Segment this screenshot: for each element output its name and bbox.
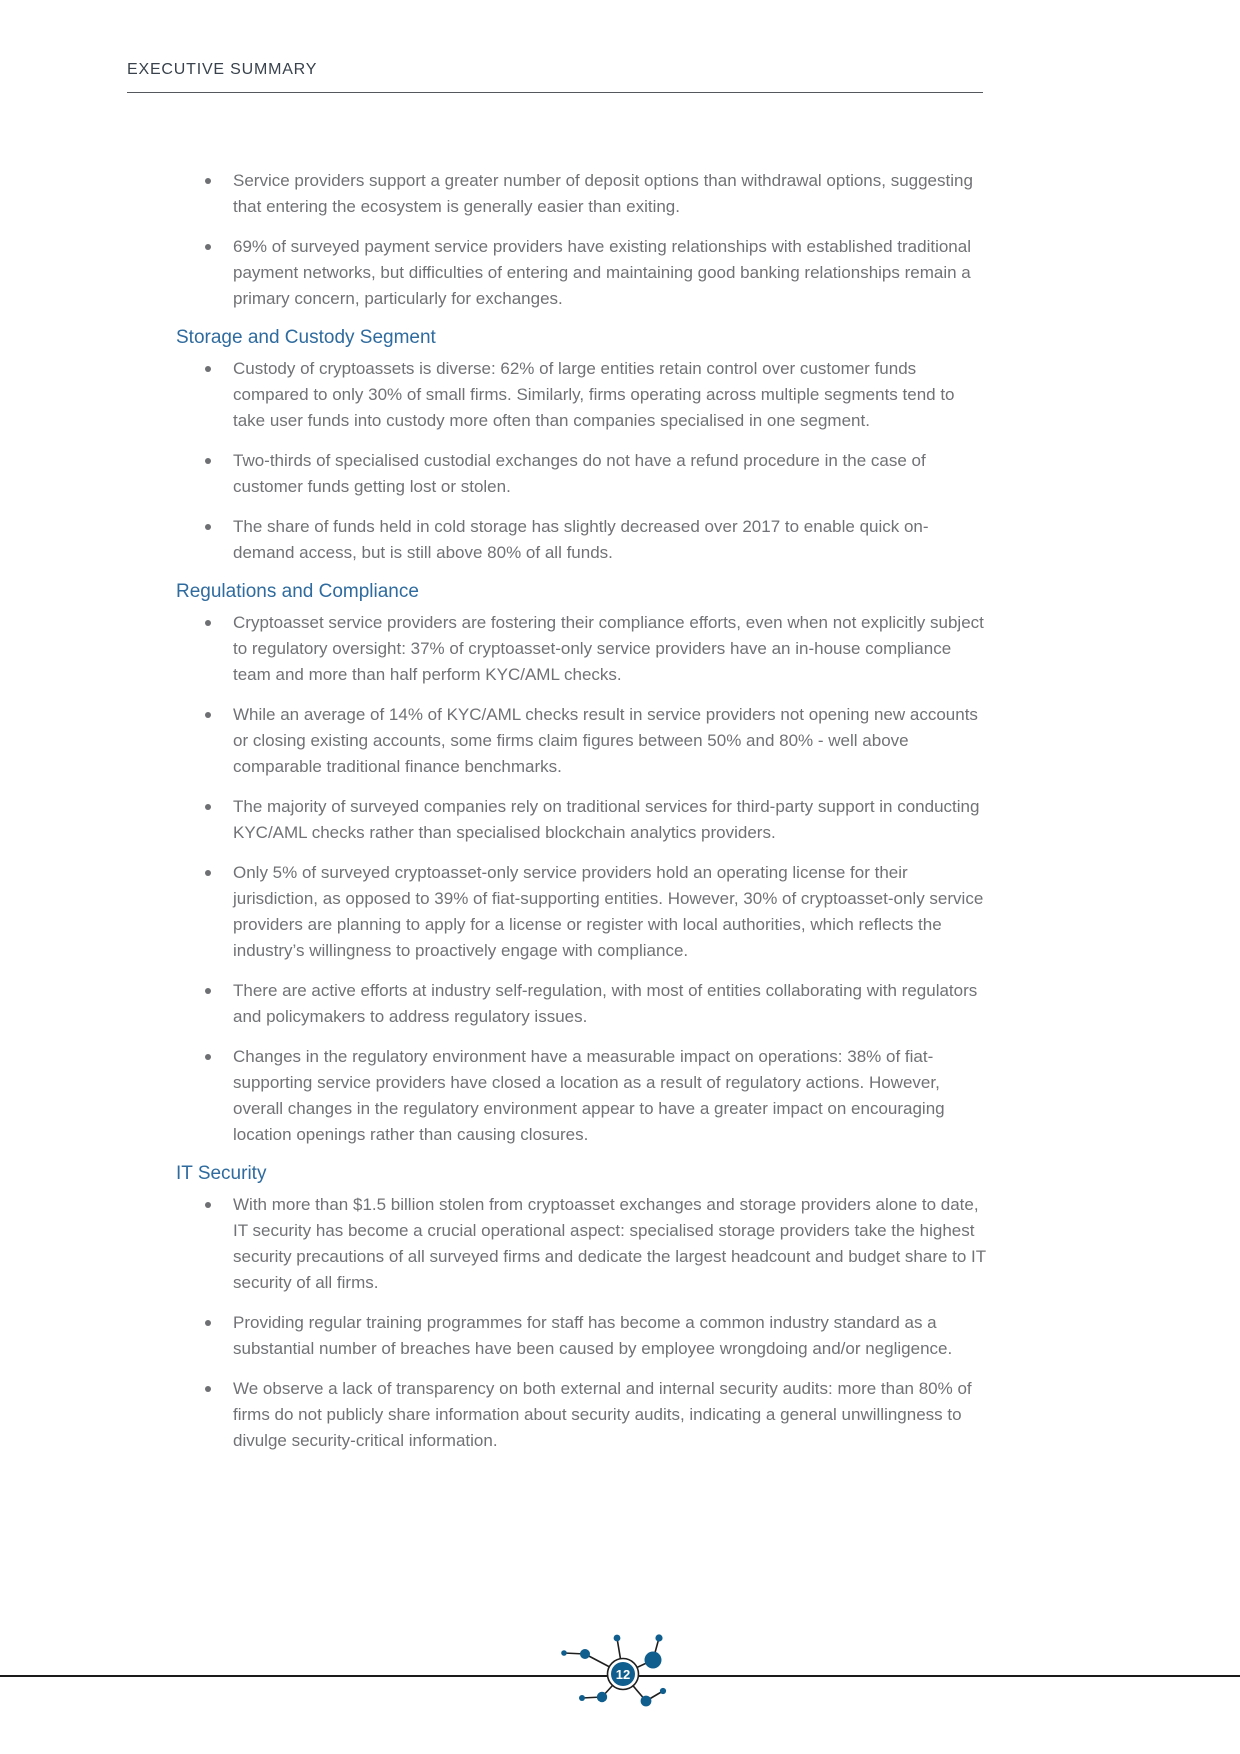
- section-heading: IT Security: [176, 1163, 267, 1184]
- bullet-text: Only 5% of surveyed cryptoasset-only service providers hold an operating license for their jurisdiction, as opposed to 39% of fiat-supporting entities. However, 30% of cryptoasset-only service providers are planning to apply for a license or register with local authorities, which reflects the industry’s willingness to proactively engage with compliance.: [233, 863, 984, 960]
- bullet-text: Custody of cryptoassets is diverse: 62% of large entities retain control over customer funds compared to only 30% of small firms. Similarly, firms operating across multiple segments tend to take user funds into custody more often than companies specialised in one segment.: [233, 359, 955, 430]
- list-item: [176, 794, 988, 846]
- section-storage-and-custody: [176, 326, 988, 566]
- bullet-icon: [205, 620, 211, 626]
- list-item: [176, 168, 988, 220]
- bullet-icon: [205, 1202, 211, 1208]
- section-heading: Regulations and Compliance: [176, 581, 419, 602]
- section-regulations-and-compliance: [176, 580, 988, 1148]
- list-item: [176, 234, 988, 312]
- list-item: [176, 448, 988, 500]
- bullet-text: Two-thirds of specialised custodial exchanges do not have a refund procedure in the case of customer funds getting lost or stolen.: [233, 451, 926, 496]
- bullet-list: [176, 610, 988, 1148]
- bullet-text: Changes in the regulatory environment have a measurable impact on operations: 38% of fiat-supporting service providers have closed a location as a result of regulatory actions. However, overall changes in the regulatory environment appear to have a greater impact on encouraging location openings rather than causing closures.: [233, 1047, 945, 1144]
- bullet-text: While an average of 14% of KYC/AML checks result in service providers not opening new accounts or closing existing accounts, some firms claim figures between 50% and 80% - well above comparable traditional finance benchmarks.: [233, 705, 978, 776]
- list-item: [176, 860, 988, 964]
- list-item: [176, 514, 988, 566]
- bullet-text: There are active efforts at industry self-regulation, with most of entities collaborating with regulators and policymakers to address regulatory issues.: [233, 981, 978, 1026]
- bullet-text: The majority of surveyed companies rely on traditional services for third-party support in conducting KYC/AML checks rather than specialised blockchain analytics providers.: [233, 797, 980, 842]
- bullet-text: 69% of surveyed payment service providers have existing relationships with established traditional payment networks, but difficulties of entering and maintaining good banking relationships remain a primary concern, particularly for exchanges.: [233, 237, 971, 308]
- document-body: [176, 168, 988, 1468]
- list-item: [176, 356, 988, 434]
- bullet-text: With more than $1.5 billion stolen from cryptoasset exchanges and storage providers alone to date, IT security has become a crucial operational aspect: specialised storage providers take the highest security precautions of all surveyed firms and dedicate the largest headcount and budget share to IT security of all firms.: [233, 1195, 986, 1292]
- bullet-list: [176, 1192, 988, 1454]
- list-item: [176, 1310, 988, 1362]
- network-icon: [550, 1626, 680, 1726]
- section-it-security: [176, 1162, 988, 1454]
- bullet-icon: [205, 870, 211, 876]
- bullet-icon: [205, 366, 211, 372]
- list-item: [176, 1044, 988, 1148]
- header-rule: [127, 92, 983, 93]
- bullet-text: Cryptoasset service providers are fostering their compliance efforts, even when not explicitly subject to regulatory oversight: 37% of cryptoasset-only service providers have an in-house compliance team and more than half perform KYC/AML checks.: [233, 613, 984, 684]
- bullet-icon: [205, 712, 211, 718]
- bullet-icon: [205, 988, 211, 994]
- list-item: [176, 1192, 988, 1296]
- page-number: 12: [615, 1667, 631, 1682]
- bullet-text: Service providers support a greater number of deposit options than withdrawal options, suggesting that entering the ecosystem is generally easier than exiting.: [233, 171, 973, 216]
- list-item: [176, 978, 988, 1030]
- bullet-icon: [205, 524, 211, 530]
- bullet-icon: [205, 244, 211, 250]
- bullet-icon: [205, 804, 211, 810]
- bullet-list: [176, 356, 988, 566]
- bullet-text: Providing regular training programmes for staff has become a common industry standard as a substantial number of breaches have been caused by employee wrongdoing and/or negligence.: [233, 1313, 953, 1358]
- bullet-icon: [205, 458, 211, 464]
- bullet-icon: [205, 178, 211, 184]
- list-item: [176, 1376, 988, 1454]
- bullet-text: The share of funds held in cold storage has slightly decreased over 2017 to enable quick on-demand access, but is still above 80% of all funds.: [233, 517, 929, 562]
- section-intro: [176, 168, 988, 312]
- bullet-text: We observe a lack of transparency on both external and internal security audits: more than 80% of firms do not publicly share information about security audits, indicating a general unwillingness to divulge security-critical information.: [233, 1379, 972, 1450]
- bullet-icon: [205, 1054, 211, 1060]
- bullet-icon: [205, 1320, 211, 1326]
- bullet-icon: [205, 1386, 211, 1392]
- list-item: [176, 702, 988, 780]
- list-item: [176, 610, 988, 688]
- bullet-list: [176, 168, 988, 312]
- section-heading: Storage and Custody Segment: [176, 327, 436, 348]
- page-title: EXECUTIVE SUMMARY: [127, 61, 318, 78]
